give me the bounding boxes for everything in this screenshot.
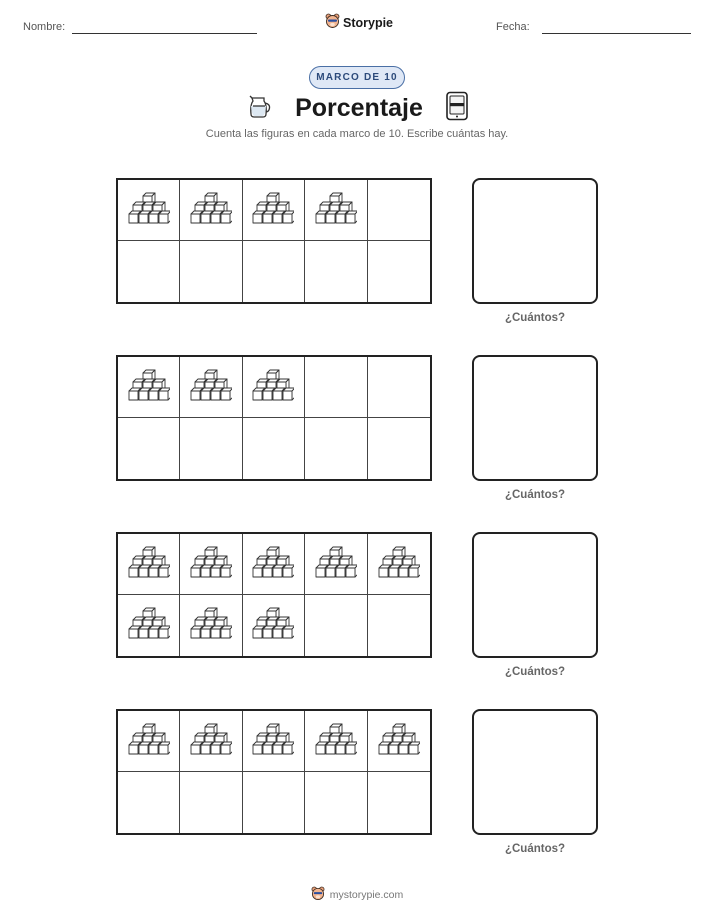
cube-stack-icon (190, 366, 232, 409)
date-label: Fecha: (496, 21, 530, 33)
footer (0, 886, 714, 904)
frame-cell (180, 595, 242, 656)
frame-cell (243, 418, 305, 479)
ten-frame (116, 178, 432, 304)
frame-cell (180, 772, 242, 833)
frame-cell (180, 534, 242, 595)
answer-box[interactable] (472, 532, 598, 658)
frame-cell (305, 711, 367, 772)
tablet-icon (445, 91, 469, 126)
date-line[interactable] (542, 33, 691, 34)
frame-cell (368, 711, 430, 772)
cube-stack-icon (252, 543, 294, 586)
frame-cell (368, 418, 430, 479)
cube-stack-icon (190, 189, 232, 232)
cube-stack-icon (190, 543, 232, 586)
brand-logo (325, 13, 393, 32)
bear-mascot-icon (311, 886, 325, 904)
frame-cell (368, 180, 430, 241)
cube-stack-icon (252, 366, 294, 409)
frame-cell (243, 772, 305, 833)
answer-label: ¿Cuántos? (504, 489, 566, 501)
frame-cell (305, 241, 367, 302)
frame-cell (305, 534, 367, 595)
frame-cell (118, 241, 180, 302)
frame-cell (118, 180, 180, 241)
cube-stack-icon (128, 189, 170, 232)
cube-stack-icon (315, 189, 357, 232)
name-line[interactable] (72, 33, 257, 34)
frame-cell (243, 241, 305, 302)
answer-label: ¿Cuántos? (504, 312, 566, 324)
cube-stack-icon (315, 543, 357, 586)
frame-cell (180, 418, 242, 479)
ten-frame (116, 532, 432, 658)
frame-cell (118, 418, 180, 479)
answer-label: ¿Cuántos? (504, 666, 566, 678)
ten-frame (116, 709, 432, 835)
cube-stack-icon (190, 720, 232, 763)
footer-site: mystorypie.com (329, 889, 404, 901)
cube-stack-icon (128, 543, 170, 586)
frame-cell (243, 357, 305, 418)
brand-name: Storypie (343, 15, 394, 30)
page-title: Porcentaje (295, 93, 423, 122)
frame-cell (305, 595, 367, 656)
name-label: Nombre: (23, 21, 66, 33)
frame-cell (368, 357, 430, 418)
answer-label: ¿Cuántos? (504, 843, 566, 855)
cube-stack-icon (252, 189, 294, 232)
cube-stack-icon (315, 720, 357, 763)
cube-stack-icon (128, 366, 170, 409)
title-row (0, 91, 714, 125)
frame-cell (118, 711, 180, 772)
frame-cell (368, 534, 430, 595)
frame-cell (243, 534, 305, 595)
cube-stack-icon (252, 720, 294, 763)
frame-cell (180, 711, 242, 772)
frame-cell (305, 772, 367, 833)
frame-cell (118, 772, 180, 833)
frame-cell (180, 241, 242, 302)
cube-stack-icon (190, 604, 232, 647)
answer-box[interactable] (472, 178, 598, 304)
frame-cell (243, 595, 305, 656)
frame-cell (243, 711, 305, 772)
ten-frame (116, 355, 432, 481)
cube-stack-icon (378, 543, 420, 586)
frame-cell (180, 357, 242, 418)
frame-cell (118, 595, 180, 656)
cube-stack-icon (252, 604, 294, 647)
frame-cell (180, 180, 242, 241)
frame-cell (305, 357, 367, 418)
frame-cell (368, 595, 430, 656)
frame-cell (305, 180, 367, 241)
pitcher-icon (245, 92, 273, 125)
frame-cell (305, 418, 367, 479)
answer-box[interactable] (472, 355, 598, 481)
bear-mascot-icon (325, 13, 340, 32)
worksheet-badge: MARCO DE 10 (309, 66, 405, 89)
instructions: Cuenta las figuras en cada marco de 10. Escribe cuántas hay. (205, 128, 509, 140)
cube-stack-icon (128, 720, 170, 763)
cube-stack-icon (128, 604, 170, 647)
answer-box[interactable] (472, 709, 598, 835)
frame-cell (368, 772, 430, 833)
frame-cell (118, 357, 180, 418)
frame-cell (243, 180, 305, 241)
frame-cell (118, 534, 180, 595)
cube-stack-icon (378, 720, 420, 763)
frame-cell (368, 241, 430, 302)
